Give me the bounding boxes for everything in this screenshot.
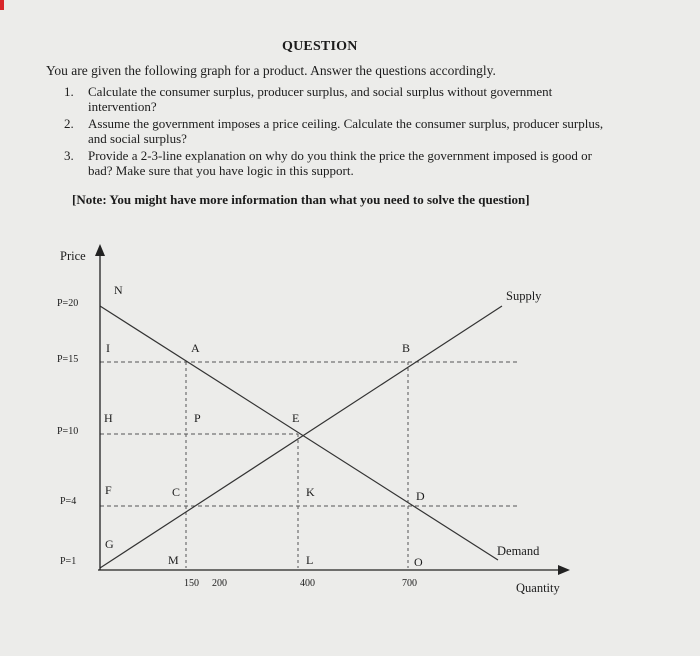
question-text: Calculate the consumer surplus, producer surplus, and social surplus without government intervention? (88, 84, 553, 114)
question-text: Provide a 2-3-line explanation on why do you think the price the government imposed is good or bad? Make sure that you have logic in this support. (88, 148, 593, 178)
question-item (64, 116, 604, 146)
price-tick-20: P=20 (57, 298, 79, 309)
question-list (64, 84, 604, 180)
point-label-f: F (105, 483, 112, 497)
question-note: [Note: You might have more information than what you need to solve the question] (72, 192, 530, 207)
price-tick-10: P=10 (57, 426, 79, 437)
point-label-h: H (104, 411, 113, 425)
point-label-n: N (114, 283, 123, 297)
question-text: Assume the government imposes a price ceiling. Calculate the consumer surplus, producer surplus, and social surplus? (88, 116, 604, 146)
point-label-d: D (416, 489, 425, 503)
quantity-axis-label: Quantity (516, 581, 560, 595)
red-edge-mark (0, 0, 4, 10)
point-label-l: L (306, 553, 314, 567)
point-label-c: C (172, 485, 181, 499)
supply-demand-graph (0, 230, 700, 630)
point-label-o: O (414, 555, 423, 569)
question-item (64, 84, 604, 114)
point-label-g: G (105, 537, 114, 551)
question-number: 2. (64, 116, 74, 131)
supply-curve (100, 306, 502, 568)
question-title: QUESTION (282, 39, 358, 54)
point-label-b: B (402, 341, 411, 355)
quantity-tick-200: 200 (212, 578, 227, 589)
question-number: 1. (64, 84, 74, 99)
price-axis-arrow (95, 244, 105, 256)
question-number: 3. (64, 148, 74, 163)
point-label-a: A (191, 341, 200, 355)
price-axis-label: Price (60, 249, 86, 263)
price-tick-15: P=15 (57, 354, 79, 365)
supply-label: Supply (506, 289, 542, 303)
demand-curve (100, 306, 498, 560)
point-label-e: E (292, 411, 300, 425)
quantity-tick-700: 700 (402, 578, 417, 589)
quantity-tick-150: 150 (184, 578, 199, 589)
point-label-p: P (194, 411, 201, 425)
demand-label: Demand (497, 544, 540, 558)
price-tick-1: P=1 (60, 556, 77, 567)
price-tick-4: P=4 (60, 496, 77, 507)
quantity-axis-arrow (558, 565, 570, 575)
point-label-i: I (106, 341, 110, 355)
quantity-tick-400: 400 (300, 578, 315, 589)
question-intro: You are given the following graph for a product. Answer the questions accordingly. (46, 63, 496, 78)
point-label-k: K (306, 485, 315, 499)
point-label-m: M (168, 553, 179, 567)
question-item (64, 148, 604, 178)
